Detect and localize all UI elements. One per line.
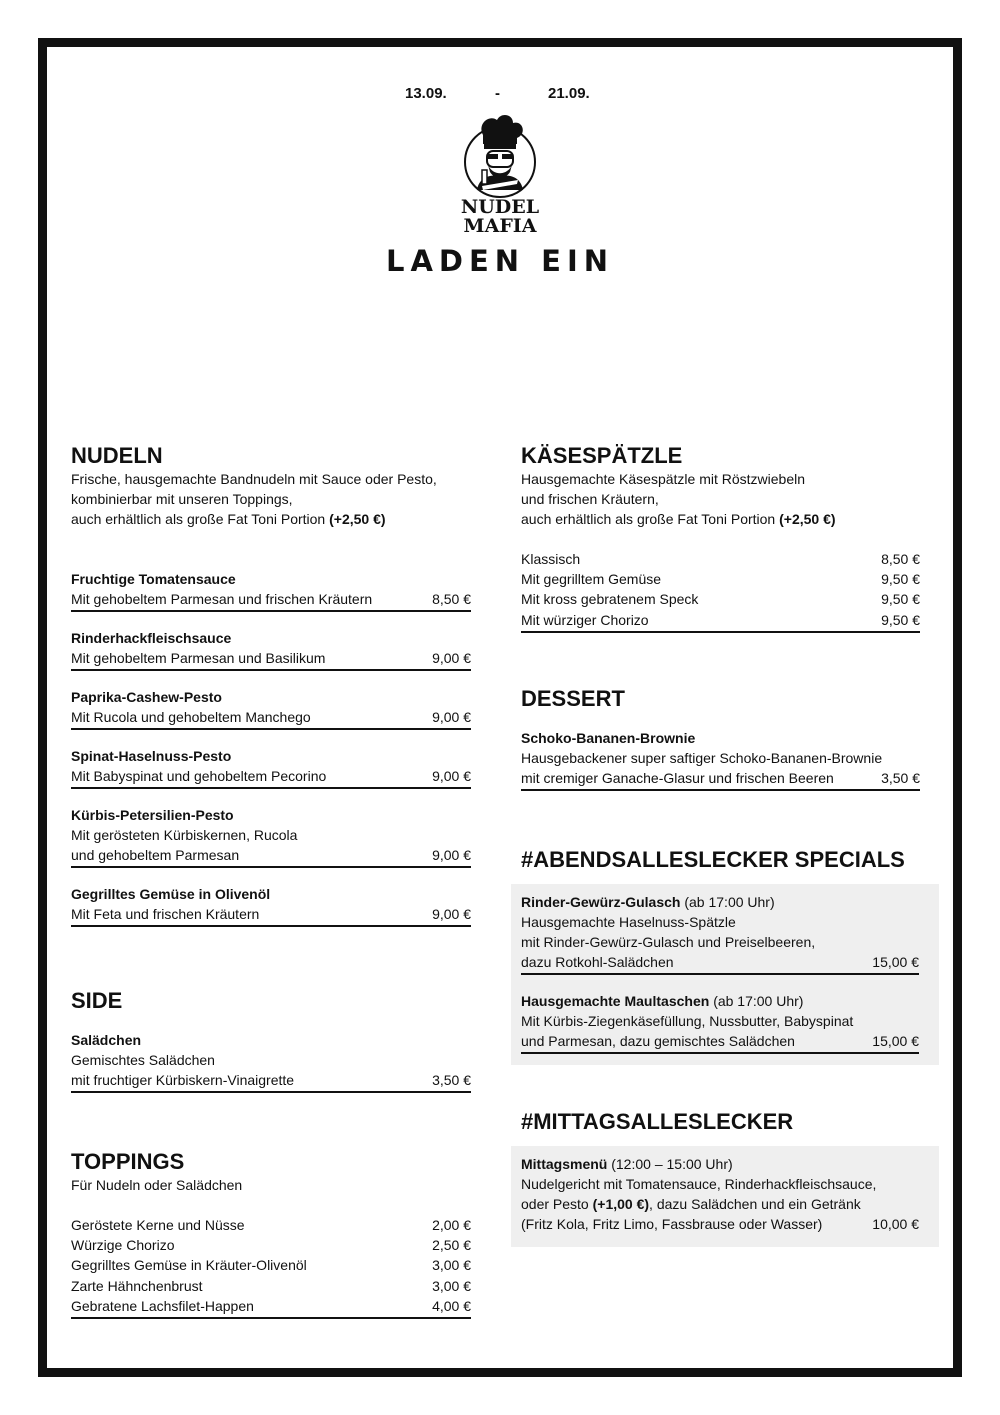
- mittag-desc-2: [521, 1194, 919, 1214]
- item-desc: Gemischtes Salädchen: [71, 1052, 215, 1068]
- kaese-name: Mit würziger Chorizo: [521, 611, 649, 628]
- mittag-desc-3: (Fritz Kola, Fritz Limo, Fassbrause oder Wasser): [521, 1216, 823, 1232]
- special-name-text: Rinder-Gewürz-Gulasch: [521, 894, 681, 910]
- side-title: SIDE: [71, 988, 123, 1013]
- kaese-desc-3-text: auch erhältlich als große Fat Toni Portion: [521, 511, 776, 527]
- mittag-item-name: [521, 1154, 919, 1174]
- item-name: Kürbis-Petersilien-Pesto: [71, 807, 234, 823]
- kaese-name: Mit kross gebratenem Speck: [521, 591, 699, 608]
- special-name-text: Hausgemachte Maultaschen: [521, 993, 710, 1009]
- topping-row: [71, 1276, 471, 1296]
- item-name: Spinat-Haselnuss-Pesto: [71, 748, 232, 764]
- nudeln-desc-1: Frische, hausgemachte Bandnudeln mit Sauce oder Pesto,: [71, 471, 437, 487]
- kaese-row: [521, 610, 920, 630]
- item-desc: Mit Rucola und gehobeltem Manchego: [71, 709, 311, 725]
- item-desc: Mit gehobeltem Parmesan und frischen Kräutern: [71, 591, 373, 607]
- item-name: Schoko-Bananen-Brownie: [521, 730, 696, 746]
- special-desc-2: mit Rinder-Gewürz-Gulasch und Preiselbeeren,: [521, 934, 816, 950]
- mittag-title: #MITTAGSALLESLECKER: [521, 1109, 794, 1134]
- mittag-pesto-surcharge: (+1,00 €): [592, 1196, 650, 1212]
- item-desc: Mit gehobeltem Parmesan und Basilikum: [71, 650, 326, 666]
- menu-item: [521, 728, 920, 791]
- nudeln-desc-3-text: auch erhältlich als große Fat Toni Portion: [71, 511, 326, 527]
- special-time-note: (ab 17:00 Uhr): [684, 894, 775, 910]
- toppings-desc: Für Nudeln oder Salädchen: [71, 1177, 243, 1193]
- topping-price: 3,00 €: [432, 1277, 471, 1294]
- topping-price: 2,50 €: [432, 1237, 471, 1254]
- mittag-section: [521, 1109, 941, 1135]
- kaese-price: 9,50 €: [881, 591, 920, 608]
- topping-price: 3,00 €: [432, 1257, 471, 1274]
- kaese-desc-3: [521, 509, 920, 529]
- item-price: 9,00 €: [432, 650, 471, 666]
- special-desc: Hausgemachte Haselnuss-Spätzle: [521, 914, 736, 930]
- special-item-name: [521, 991, 919, 1011]
- nudeln-desc-2: kombinierbar mit unseren Toppings,: [71, 491, 293, 507]
- mittag-desc-2a: oder Pesto: [521, 1196, 589, 1212]
- kaese-name: Klassisch: [521, 551, 581, 567]
- mittag-price: 10,00 €: [872, 1216, 919, 1232]
- item-name: Gegrilltes Gemüse in Olivenöl: [71, 886, 271, 902]
- kaese-portion-surcharge: (+2,50 €): [779, 511, 836, 527]
- kaese-row: [521, 549, 920, 569]
- mittag-item: [521, 1154, 919, 1234]
- kaese-row: [521, 569, 920, 589]
- kaese-list: [521, 549, 920, 633]
- specials-section: [521, 847, 941, 873]
- toppings-list: [71, 1215, 471, 1319]
- topping-name: Zarte Hähnchenbrust: [71, 1277, 203, 1294]
- item-desc-2: mit fruchtiger Kürbiskern-Vinaigrette: [71, 1072, 295, 1088]
- nudeln-title: NUDELN: [71, 443, 163, 468]
- special-item-name: [521, 892, 919, 912]
- dessert-title: DESSERT: [521, 686, 625, 711]
- special-desc-2: und Parmesan, dazu gemischtes Salädchen: [521, 1033, 795, 1049]
- kaese-price: 9,50 €: [881, 571, 920, 588]
- date-separator: -: [495, 85, 500, 102]
- kaese-desc-1: Hausgemachte Käsespätzle mit Röstzwiebeln: [521, 471, 806, 487]
- topping-name: Geröstete Kerne und Nüsse: [71, 1217, 245, 1233]
- menu-item: [71, 569, 471, 612]
- item-desc: Mit Babyspinat und gehobeltem Pecorino: [71, 768, 327, 784]
- mittag-name-text: Mittagsmenü: [521, 1156, 608, 1172]
- menu-item: [71, 687, 471, 730]
- date-to: 21.09.: [548, 85, 590, 102]
- menu-item: [71, 746, 471, 789]
- special-desc: Mit Kürbis-Ziegenkäsefüllung, Nussbutter, Babyspinat: [521, 1013, 854, 1029]
- specials-box: [511, 884, 939, 1065]
- item-name: Salädchen: [71, 1032, 142, 1048]
- topping-price: 2,00 €: [432, 1217, 471, 1233]
- mittag-desc-2c: , dazu Salädchen und ein Getränk: [649, 1196, 861, 1212]
- side-section: [71, 988, 471, 1093]
- date-from: 13.09.: [405, 85, 447, 102]
- item-price: 3,50 €: [432, 1072, 471, 1088]
- toppings-title: TOPPINGS: [71, 1149, 185, 1174]
- topping-row: [71, 1215, 471, 1235]
- kaese-title: KÄSESPÄTZLE: [521, 443, 683, 468]
- item-desc: Mit gerösteten Kürbiskernen, Rucola: [71, 827, 298, 843]
- item-price: 9,00 €: [432, 906, 471, 922]
- special-price: 15,00 €: [872, 954, 919, 970]
- toppings-section: [71, 1149, 471, 1319]
- kaese-row: [521, 589, 920, 609]
- topping-price: 4,00 €: [432, 1297, 471, 1314]
- nudeln-portion-surcharge: (+2,50 €): [329, 511, 386, 527]
- menu-item: [71, 884, 471, 927]
- chef-hat-icon: [481, 115, 522, 144]
- special-desc-3: dazu Rotkohl-Salädchen: [521, 954, 674, 970]
- logo-text-mafia: MAFIA: [463, 215, 537, 237]
- item-name: Paprika-Cashew-Pesto: [71, 689, 222, 705]
- nudeln-desc-3: [71, 509, 471, 529]
- kaesespaetzle-section: [521, 443, 920, 633]
- mittag-desc: Nudelgericht mit Tomatensauce, Rinderhackfleischsauce,: [521, 1176, 877, 1192]
- item-desc: Hausgebackener super saftiger Schoko-Bananen-Brownie: [521, 750, 883, 766]
- item-price: 9,00 €: [432, 768, 471, 784]
- kaese-price: 8,50 €: [881, 551, 920, 567]
- menu-item: [71, 805, 471, 868]
- item-price: 3,50 €: [881, 770, 920, 786]
- kaese-price: 9,50 €: [881, 611, 920, 628]
- special-price: 15,00 €: [872, 1033, 919, 1049]
- dessert-section: [521, 686, 920, 791]
- special-time-note: (ab 17:00 Uhr): [713, 993, 804, 1009]
- logo-text-nudel: NUDEL: [460, 196, 540, 218]
- menu-item: [71, 628, 471, 671]
- topping-row: [71, 1235, 471, 1255]
- page-title: LADEN EIN: [385, 244, 615, 278]
- item-desc-2: und gehobeltem Parmesan: [71, 847, 240, 863]
- item-price: 9,00 €: [432, 847, 471, 863]
- topping-row: [71, 1296, 471, 1316]
- mittag-box: [511, 1146, 939, 1247]
- date-range: [0, 85, 1000, 105]
- special-item: [521, 991, 919, 1054]
- kaese-desc-2: und frischen Kräutern,: [521, 491, 659, 507]
- nudel-mafia-logo: [455, 110, 545, 240]
- topping-row: [71, 1255, 471, 1275]
- topping-name: Gebratene Lachsfilet-Happen: [71, 1297, 254, 1314]
- mittag-time-note: (12:00 – 15:00 Uhr): [611, 1156, 733, 1172]
- topping-name: Gegrilltes Gemüse in Kräuter-Olivenöl: [71, 1257, 307, 1274]
- item-desc-2: mit cremiger Ganache-Glasur und frischen Beeren: [521, 770, 834, 786]
- item-name: Rinderhackfleischsauce: [71, 630, 232, 646]
- topping-name: Würzige Chorizo: [71, 1237, 175, 1254]
- menu-item: [71, 1030, 471, 1093]
- kaese-name: Mit gegrilltem Gemüse: [521, 571, 662, 588]
- item-desc: Mit Feta und frischen Kräutern: [71, 906, 260, 922]
- specials-title: #ABENDSALLESLECKER SPECIALS: [521, 847, 905, 872]
- item-price: 8,50 €: [432, 591, 471, 607]
- item-name: Fruchtige Tomatensauce: [71, 571, 236, 587]
- nudeln-section: [71, 443, 471, 927]
- item-price: 9,00 €: [432, 709, 471, 725]
- special-item: [521, 892, 919, 975]
